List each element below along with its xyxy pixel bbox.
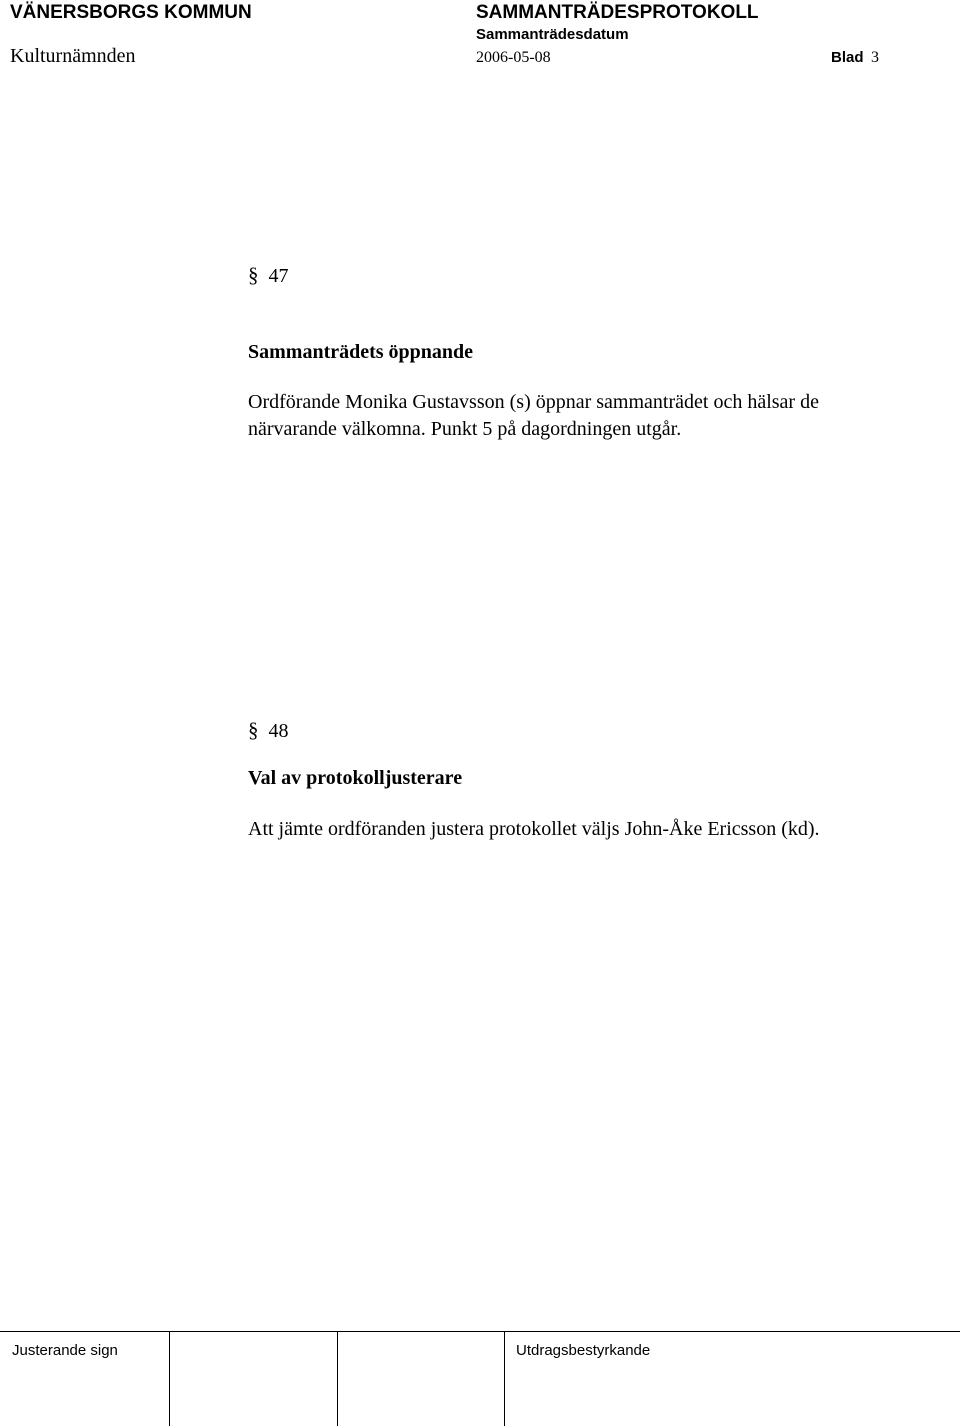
section-body-line: Att jämte ordföranden justera protokollet väljs John-Åke Ericsson (kd). [248,818,820,840]
document-type: SAMMANTRÄDESPROTOKOLL [476,2,759,23]
committee-name: Kulturnämnden [10,45,136,67]
page-number: 3 [871,49,879,66]
section-48-number-row [248,718,289,743]
section-number: 47 [268,265,289,287]
paragraph-symbol: § [248,718,259,742]
section-heading: Val av protokolljusterare [248,767,463,789]
section-47-number-row [248,263,289,288]
meeting-date: 2006-05-08 [476,49,551,66]
footer-divider [337,1332,338,1426]
utdragsbestyrkande-label: Utdragsbestyrkande [516,1342,651,1359]
footer-divider [504,1332,505,1426]
page-label: Blad [831,49,864,66]
section-heading: Sammanträdets öppnande [248,341,474,363]
section-body-line: Ordförande Monika Gustavsson (s) öppnar sammanträdet och hälsar de [248,391,819,413]
footer-divider [169,1332,170,1426]
meeting-date-label: Sammanträdesdatum [476,26,629,43]
section-number: 48 [268,720,289,742]
organization-name: VÄNERSBORGS KOMMUN [10,2,252,23]
justerande-sign-label: Justerande sign [12,1342,118,1359]
section-body-line: närvarande välkomna. Punkt 5 på dagordningen utgår. [248,418,682,440]
paragraph-symbol: § [248,263,259,287]
footer-rule [0,1331,960,1332]
